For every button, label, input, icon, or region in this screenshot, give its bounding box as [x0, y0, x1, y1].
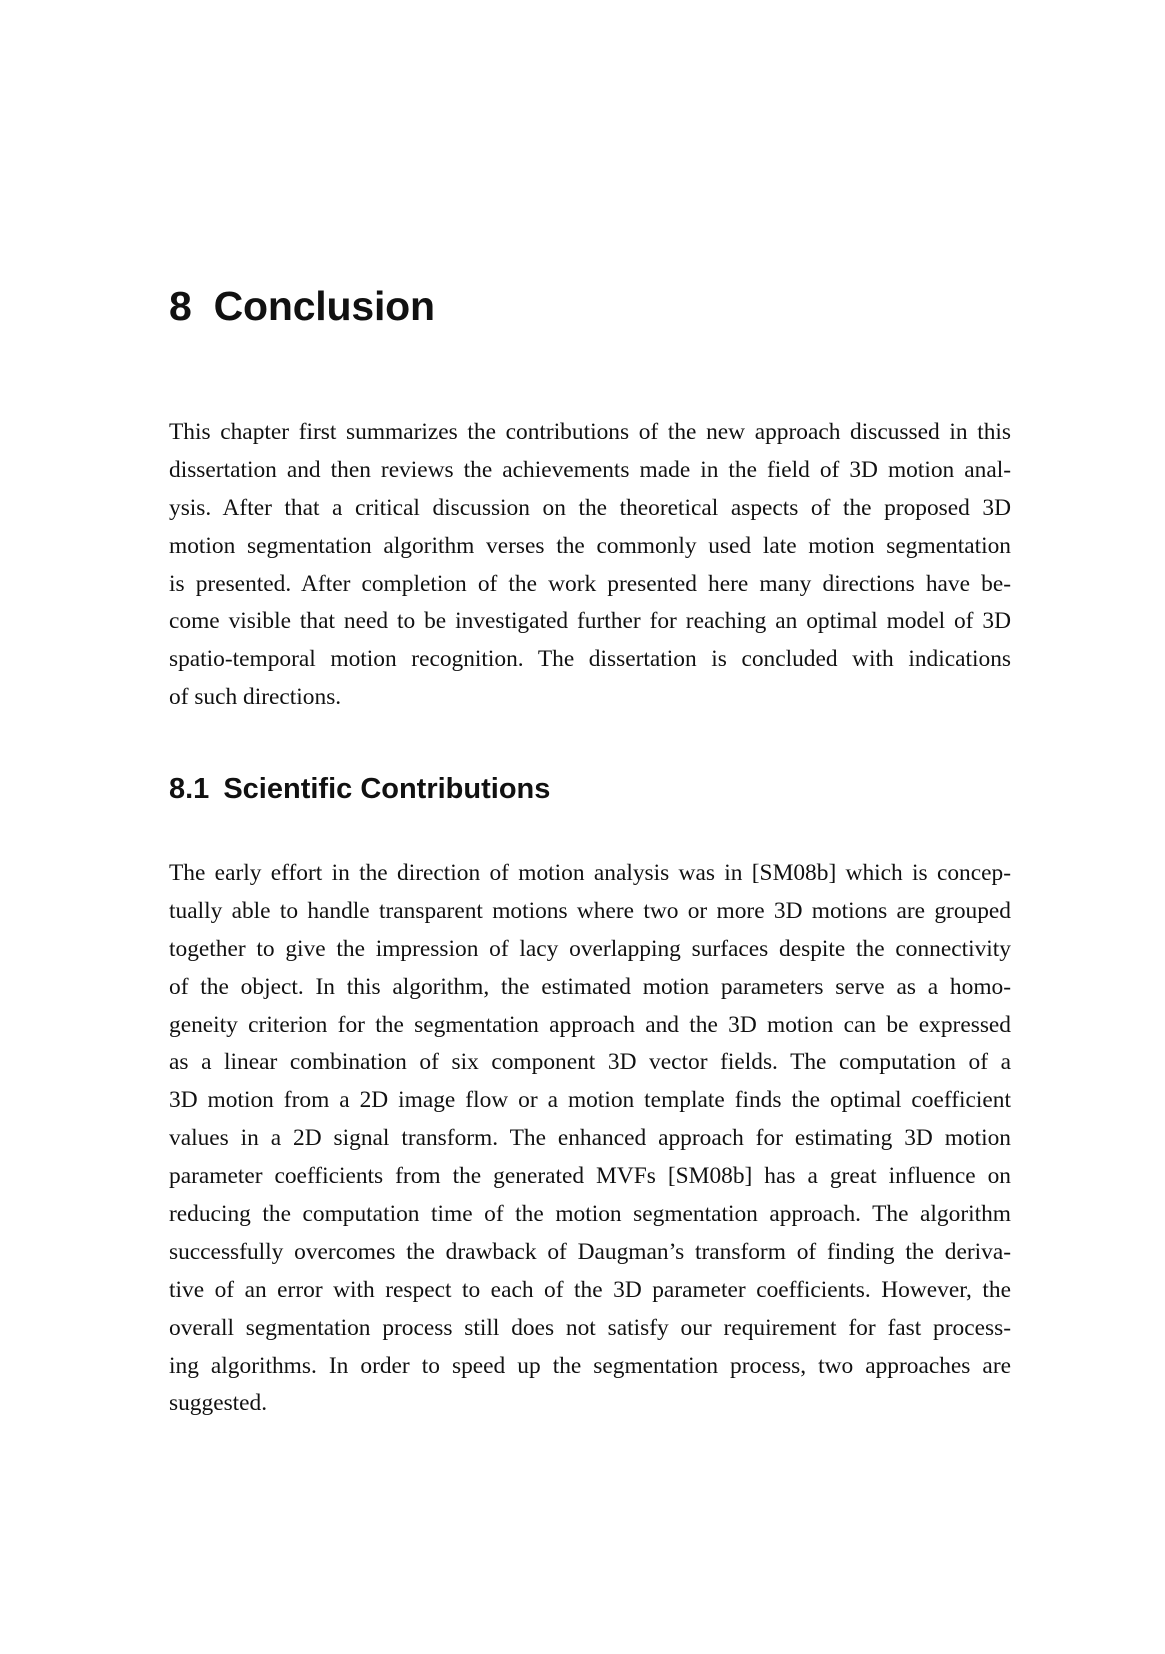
- text-line: overall segmentation process still does not satisfy our requirement for fast process-: [169, 1314, 1011, 1341]
- text-line: come visible that need to be investigated further for reaching an optimal model of 3D: [169, 608, 1011, 635]
- text-line: tually able to handle transparent motions where two or more 3D motions are grouped: [169, 897, 1011, 924]
- text-line: geneity criterion for the segmentation approach and the 3D motion can be expressed: [169, 1011, 1011, 1038]
- section-number: 8.1: [169, 773, 210, 805]
- text-line: ing algorithms. In order to speed up the segmentation process, two approaches are: [169, 1352, 1011, 1379]
- text-line: successfully overcomes the drawback of Daugman’s transform of finding the deriva-: [169, 1238, 1011, 1265]
- text-line: spatio-temporal motion recognition. The dissertation is concluded with indications: [169, 646, 1011, 673]
- text-line: ysis. After that a critical discussion on the theoretical aspects of the proposed 3D: [169, 494, 1011, 521]
- section-heading: [169, 770, 550, 808]
- text-line: tive of an error with respect to each of the 3D parameter coefficients. However, the: [169, 1276, 1011, 1303]
- text-line: of such directions.: [169, 684, 342, 711]
- text-line: parameter coefficients from the generated MVFs [SM08b] has a great influence on: [169, 1163, 1011, 1190]
- chapter-title: Conclusion: [213, 283, 435, 329]
- text-line: reducing the computation time of the motion segmentation approach. The algorithm: [169, 1201, 1011, 1228]
- text-line: suggested.: [169, 1390, 268, 1417]
- text-line: dissertation and then reviews the achievements made in the field of 3D motion anal-: [169, 456, 1011, 483]
- section-paragraph: [169, 855, 1011, 1423]
- text-line: as a linear combination of six component 3D vector fields. The computation of a: [169, 1049, 1011, 1076]
- intro-paragraph: [169, 414, 1011, 717]
- text-line: is presented. After completion of the work presented here many directions have be-: [169, 570, 1011, 597]
- text-line: This chapter first summarizes the contributions of the new approach discussed in this: [169, 419, 1011, 445]
- text-line: The early effort in the direction of motion analysis was in [SM08b] which is concep-: [169, 860, 1011, 886]
- text-line: values in a 2D signal transform. The enhanced approach for estimating 3D motion: [169, 1125, 1011, 1152]
- chapter-number: 8: [169, 283, 192, 329]
- text-line: of the object. In this algorithm, the estimated motion parameters serve as a homo-: [169, 973, 1011, 1000]
- text-line: 3D motion from a 2D image flow or a motion template finds the optimal coefficient: [169, 1087, 1011, 1114]
- chapter-heading: [169, 279, 435, 333]
- text-line: together to give the impression of lacy overlapping surfaces despite the connectivity: [169, 935, 1011, 962]
- text-line: motion segmentation algorithm verses the commonly used late motion segmentation: [169, 532, 1011, 559]
- section-title: Scientific Contributions: [223, 773, 551, 805]
